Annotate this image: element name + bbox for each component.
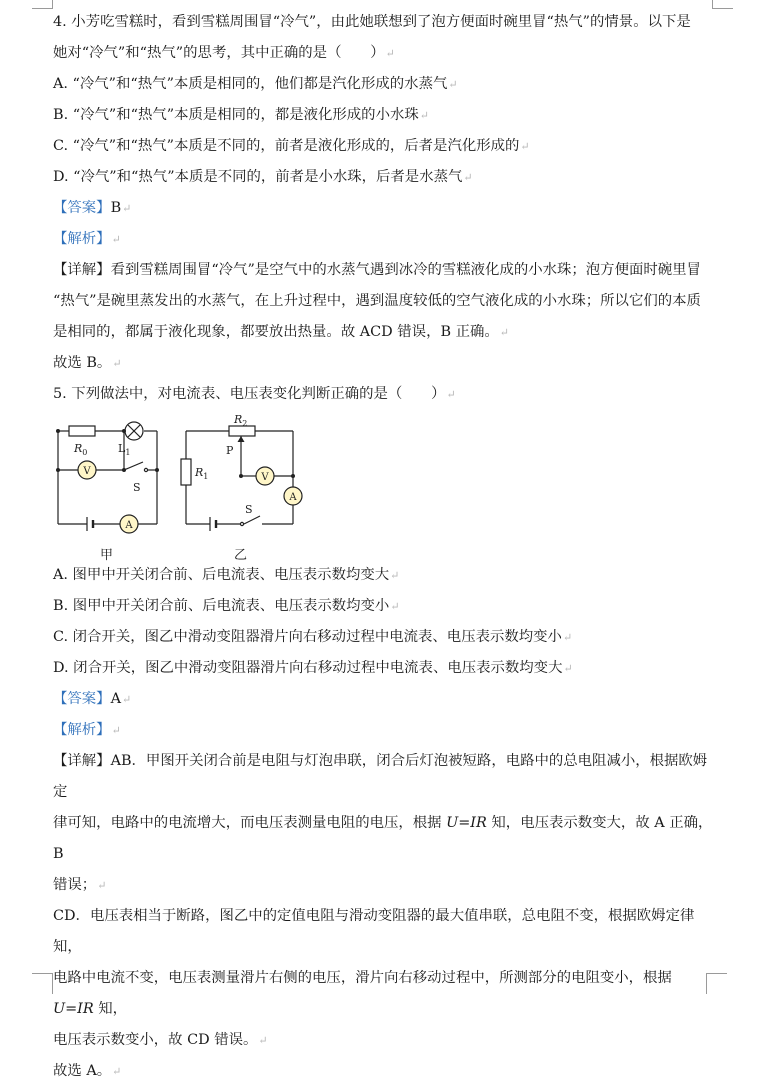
paragraph-mark-icon: ↵ [499, 326, 510, 339]
bulb-l1-icon [125, 422, 143, 440]
question-4-stem-line-1: 4. 小芳吃雪糕时，看到雪糕周围冒“冷气”，由此她联想到了泡方便面时碗里冒“热气”的情景。以下是 [53, 14, 691, 30]
question-5-option-b: B. 图甲中开关闭合前、后电流表、电压表示数均变小↵ [53, 598, 400, 614]
svg-text:S: S [133, 481, 141, 494]
question-4-detail-line-2: “热气”是碗里蒸发出的水蒸气，在上升过程中，遇到温度较低的空气液化成的小水珠；所以它们的本质 [53, 293, 701, 309]
paragraph-mark-icon: ↵ [448, 78, 458, 91]
svg-text:R0: $R_0$ [74, 442, 88, 457]
circuit-yi [181, 414, 302, 531]
paragraph-mark-icon: ↵ [390, 600, 400, 613]
question-4-detail-line-1: 【详解】看到雪糕周围冒“冷气”是空气中的水蒸气遇到冰冷的雪糕液化成的小水珠；泡方便面时碗里冒 [53, 262, 701, 278]
svg-text:S: S [245, 503, 253, 516]
svg-text:A: A [125, 520, 133, 531]
question-5-detail-line-6: 电压表示数变小，故 CD 错误。↵ [53, 1032, 268, 1048]
paragraph-mark-icon: ↵ [520, 140, 530, 153]
question-5-detail-line-5: 电路中电流不变，电压表测量滑片右侧的电压，滑片向右移动过程中，所测部分的电阻变小，根据 U=IR 知， [53, 970, 672, 1017]
question-4-option-d: D. “冷气”和“热气”本质是不同的，前者是小水珠，后者是水蒸气↵ [53, 169, 473, 185]
analysis-tag: 【解析】 [53, 722, 111, 738]
svg-text:P: P [226, 444, 234, 457]
paragraph-mark-icon: ↵ [112, 357, 122, 370]
analysis-tag: 【解析】 [53, 231, 111, 247]
question-5-analysis [53, 715, 713, 746]
answer-tag: 【答案】 [53, 200, 111, 216]
question-5-option-d: D. 闭合开关，图乙中滑动变阻器滑片向右移动过程中电流表、电压表示数均变大↵ [53, 660, 573, 676]
paragraph-mark-icon: ↵ [122, 202, 132, 215]
page-corner-mark [712, 0, 733, 9]
circuit-diagrams [53, 414, 333, 560]
question-5-option-a: A. 图甲中开关闭合前、后电流表、电压表示数均变大↵ [53, 567, 400, 583]
paragraph-mark-icon: ↵ [446, 388, 456, 401]
formula: U=IR [446, 815, 487, 831]
page-corner-mark [32, 0, 53, 9]
question-5-answer: 【答案】A↵ [53, 691, 132, 707]
formula: U=IR [53, 1001, 94, 1017]
paragraph-mark-icon: ↵ [97, 879, 107, 892]
svg-text:A: A [289, 492, 297, 503]
answer-tag: 【答案】 [53, 691, 111, 707]
question-4-option-a: A. “冷气”和“热气”本质是相同的，他们都是汽化形成的水蒸气↵ [53, 76, 458, 92]
question-4-analysis [53, 224, 713, 255]
question-4-stem-line-2: 她对“冷气”和“热气”的思考，其中正确的是（ ）↵ [53, 45, 395, 61]
paragraph-mark-icon: ↵ [111, 233, 121, 246]
svg-text:R2: $R_2$ [234, 414, 248, 428]
svg-text:V: V [261, 472, 269, 483]
paragraph-mark-icon: ↵ [562, 631, 573, 644]
resistor-r1 [181, 459, 191, 485]
question-5-detail-line-4: CD．电压表相当于断路，图乙中的定值电阻与滑动变阻器的最大值串联，总电阻不变，根据欧姆定律知， [53, 908, 695, 955]
question-5-conclusion: 故选 A。↵ [53, 1063, 122, 1079]
question-4-answer: 【答案】B↵ [53, 200, 132, 216]
figure-caption-jia: 甲 [100, 548, 114, 563]
question-4-option-b: B. “冷气”和“热气”本质是相同的，都是液化形成的小水珠↵ [53, 107, 429, 123]
paragraph-mark-icon: ↵ [390, 569, 400, 582]
switch-s [244, 516, 260, 524]
paragraph-mark-icon: ↵ [385, 47, 395, 60]
resistor-r0 [69, 426, 95, 436]
question-5-detail-line-1: 【详解】AB．甲图开关闭合前是电阻与灯泡串联，闭合后灯泡被短路，电路中的总电阻减小，根据欧姆定 [53, 753, 708, 800]
question-4-conclusion: 故选 B。↵ [53, 355, 122, 371]
paragraph-mark-icon: ↵ [112, 1065, 122, 1078]
question-5-stem: 5. 下列做法中，对电流表、电压表变化判断正确的是（ ）↵ [53, 386, 456, 402]
switch-s [124, 462, 143, 470]
question-4-option-c: C. “冷气”和“热气”本质是不同的，前者是液化形成的，后者是汽化形成的↵ [53, 138, 530, 154]
svg-text:R1: $R_1$ [195, 466, 209, 481]
svg-text:V: V [83, 466, 91, 477]
paragraph-mark-icon: ↵ [419, 109, 429, 122]
question-5-option-c: C. 闭合开关，图乙中滑动变阻器滑片向右移动过程中电流表、电压表示数均变小↵ [53, 629, 573, 645]
paragraph-mark-icon: ↵ [111, 724, 121, 737]
question-5-detail-line-2: 律可知，电路中的电流增大，而电压表测量电阻的电压，根据 U=IR 知，电压表示数变大，故 A 正确，B [53, 815, 713, 862]
question-4-detail-line-3: 是相同的，都属于液化现象，都要放出热量。故 ACD 错误，B 正确。↵ [53, 324, 510, 340]
paragraph-mark-icon: ↵ [258, 1034, 268, 1047]
paragraph-mark-icon: ↵ [563, 662, 573, 675]
figure-caption-yi: 乙 [234, 548, 248, 563]
document-body [53, 7, 713, 1087]
detail-tag: 【详解】 [53, 262, 111, 278]
paragraph-mark-icon: ↵ [121, 693, 132, 706]
page-corner-mark [32, 973, 53, 994]
question-5-detail-line-3: 错误；↵ [53, 877, 107, 893]
detail-tag: 【详解】 [53, 753, 111, 769]
svg-text:L1: $L_1$ [118, 442, 131, 457]
paragraph-mark-icon: ↵ [463, 171, 473, 184]
circuit-figure [53, 414, 713, 563]
circuit-jia [56, 422, 159, 533]
